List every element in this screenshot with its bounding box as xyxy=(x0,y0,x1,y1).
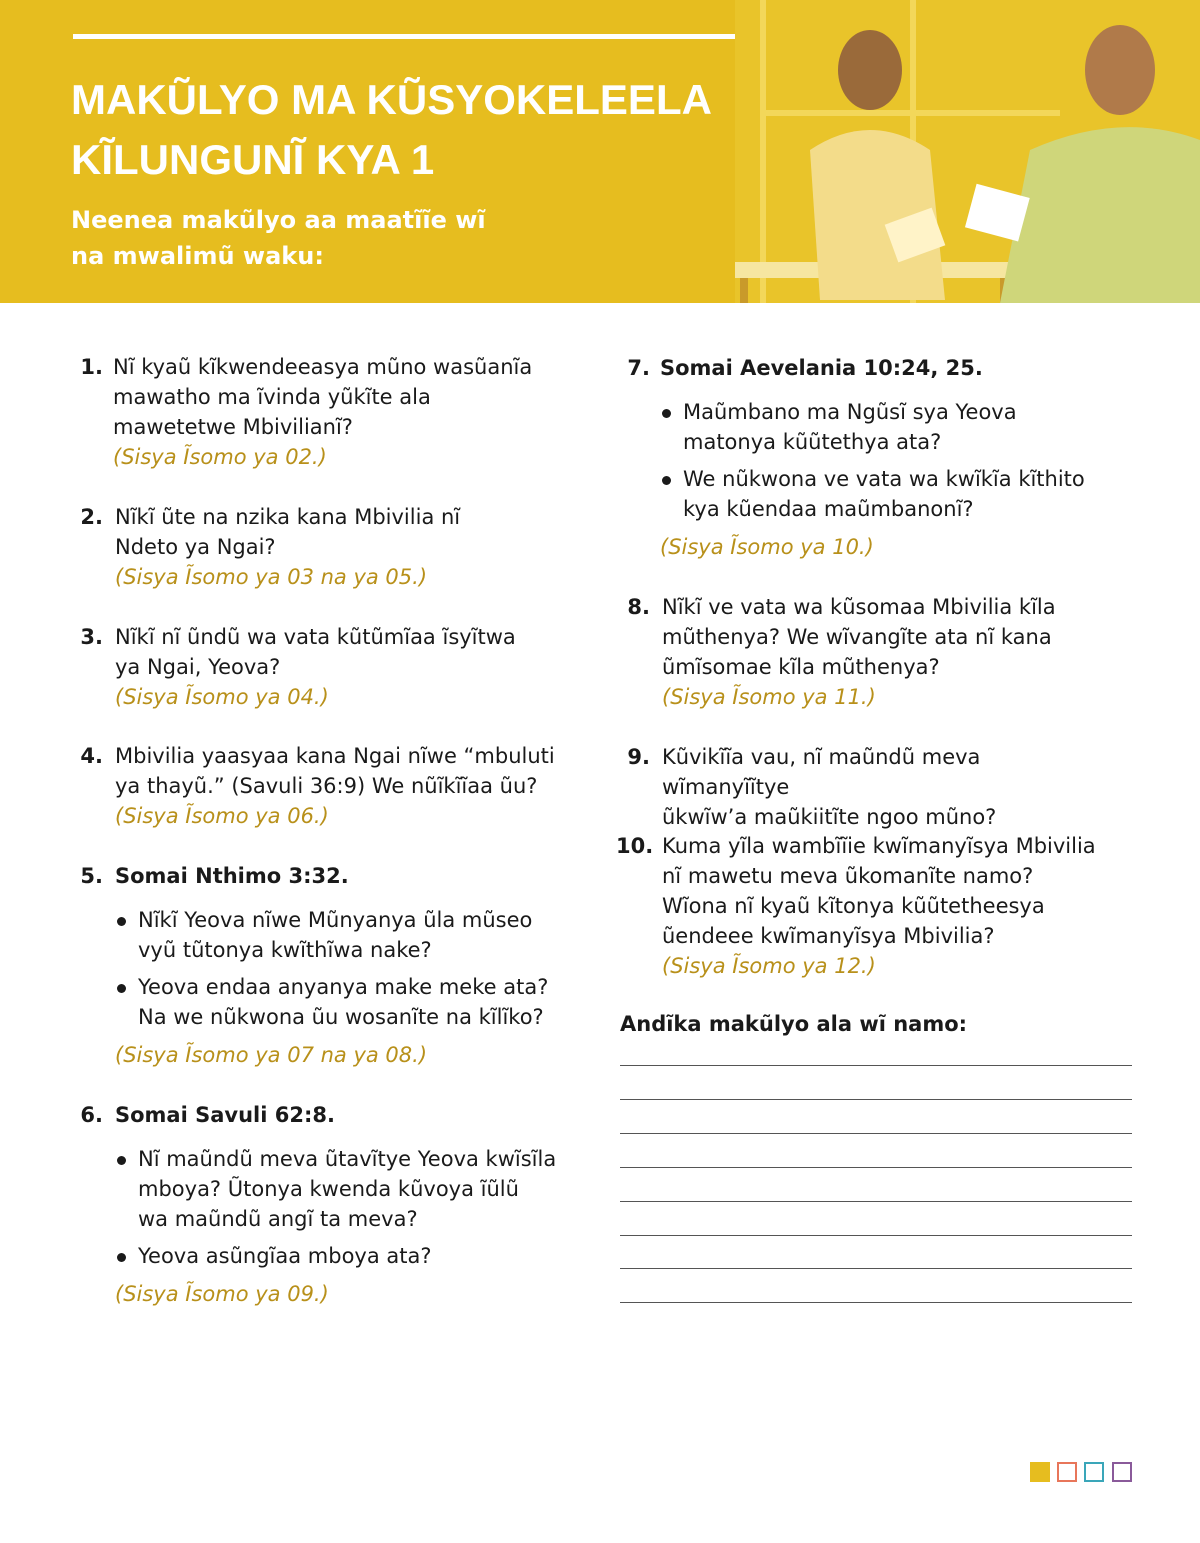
writing-line[interactable] xyxy=(620,1268,1132,1269)
question-10 xyxy=(616,831,1110,981)
question-text: Nĩkĩ ũte na nzika kana Mbivilia nĩ Ndeto ya Ngai? xyxy=(115,505,461,559)
lesson-reference: (Sisya Ĩsomo ya 11.) xyxy=(662,685,876,709)
scripture-reading: Somai Savuli 62:8. xyxy=(115,1103,335,1127)
writing-line[interactable] xyxy=(620,1235,1132,1236)
writing-line[interactable] xyxy=(620,1201,1132,1202)
question-4 xyxy=(80,741,563,831)
lesson-reference: (Sisya Ĩsomo ya 04.) xyxy=(115,685,329,709)
question-number: 6. xyxy=(80,1103,103,1127)
question-text: Kũvikĩĩa vau, nĩ maũndũ meva wĩmanyĩĩtye ũkwĩw’a maũkiitĩte ngoo mũno? xyxy=(662,745,997,829)
lesson-reference: (Sisya Ĩsomo ya 07 na ya 08.) xyxy=(115,1043,428,1067)
question-number: 9. xyxy=(627,745,650,769)
question-5 xyxy=(80,861,563,1070)
bullet-question: Maũmbano ma Ngũsĩ sya Yeova matonya kũũtethya ata? xyxy=(660,397,1110,457)
lesson-reference: (Sisya Ĩsomo ya 09.) xyxy=(115,1282,329,1306)
question-number: 8. xyxy=(627,595,650,619)
lesson-reference: (Sisya Ĩsomo ya 03 na ya 05.) xyxy=(115,565,428,589)
question-text: Nĩ kyaũ kĩkwendeeasya mũno wasũanĩa mawatho ma ĩvinda yũkĩte ala mawetetwe Mbivilianĩ? xyxy=(113,355,533,439)
bullet-question: Nĩkĩ Yeova nĩwe Mũnyanya ũla mũseo vyũ tũtonya kwĩthĩwa nake? xyxy=(115,905,563,965)
question-number: 2. xyxy=(80,505,103,529)
scripture-reading: Somai Aevelania 10:24, 25. xyxy=(660,356,983,380)
bullet-question: We nũkwona ve vata wa kwĩkĩa kĩthito kya kũendaa maũmbanonĩ? xyxy=(660,464,1110,524)
question-9 xyxy=(627,742,1110,832)
question-number: 7. xyxy=(627,356,650,380)
question-7 xyxy=(627,353,1110,562)
question-text: Nĩkĩ nĩ ũndũ wa vata kũtũmĩaa ĩsyĩtwa ya Ngai, Yeova? xyxy=(115,625,516,679)
question-1 xyxy=(80,352,563,472)
header-banner xyxy=(0,0,1200,303)
bullet-question: Yeova endaa anyanya make meke ata? Na we nũkwona ũu wosanĩte na kĩlĩko? xyxy=(115,972,563,1032)
question-text: Kuma yĩla wambĩĩie kwĩmanyĩsya Mbivilia nĩ mawetu meva ũkomanĩte namo? Wĩona nĩ kyaũ kĩtonya kũũtetheesya ũendeee kwĩmanyĩsya Mbivilia? xyxy=(662,834,1096,948)
illustration-two-men-studying xyxy=(735,0,1200,303)
footer-square-purple xyxy=(1112,1462,1132,1482)
question-number: 1. xyxy=(80,355,103,379)
lesson-reference: (Sisya Ĩsomo ya 10.) xyxy=(660,535,874,559)
question-2 xyxy=(80,502,563,592)
question-3 xyxy=(80,622,563,712)
footer-square-orange xyxy=(1057,1462,1077,1482)
writing-line[interactable] xyxy=(620,1099,1132,1100)
writing-line[interactable] xyxy=(620,1133,1132,1134)
writing-line[interactable] xyxy=(620,1167,1132,1168)
scripture-reading: Somai Nthimo 3:32. xyxy=(115,864,349,888)
page-title: MAKŨLYO MA KŨSYOKELEELA KĨLUNGUNĨ KYA 1 xyxy=(71,76,712,183)
question-number: 10. xyxy=(616,834,654,858)
writing-line[interactable] xyxy=(620,1302,1132,1303)
bullet-question: Nĩ maũndũ meva ũtavĩtye Yeova kwĩsĩla mboya? Ũtonya kwenda kũvoya ĩũlũ wa maũndũ angĩ ta meva? xyxy=(115,1144,563,1234)
question-text: Mbivilia yaasyaa kana Ngai nĩwe “mbuluti ya thayũ.” (Savuli 36:9) We nũĩkĩĩaa ũu? xyxy=(115,744,555,798)
footer-square-teal xyxy=(1084,1462,1104,1482)
lesson-reference: (Sisya Ĩsomo ya 02.) xyxy=(113,445,327,469)
question-number: 5. xyxy=(80,864,103,888)
write-questions-label: Andĩka makũlyo ala wĩ namo: xyxy=(620,1012,968,1036)
question-number: 4. xyxy=(80,744,103,768)
question-8 xyxy=(627,592,1110,712)
bullet-question: Yeova asũngĩaa mboya ata? xyxy=(115,1241,563,1271)
footer-square-yellow xyxy=(1030,1462,1050,1482)
lesson-reference: (Sisya Ĩsomo ya 12.) xyxy=(662,954,876,978)
question-6 xyxy=(80,1100,563,1309)
lesson-reference: (Sisya Ĩsomo ya 06.) xyxy=(115,804,329,828)
header-rule xyxy=(73,34,750,39)
question-text: Nĩkĩ ve vata wa kũsomaa Mbivilia kĩla mũthenya? We wĩvangĩte ata nĩ kana ũmĩsomae kĩla mũthenya? xyxy=(662,595,1056,679)
page-subtitle: Neenea makũlyo aa maatĩĩe wĩ na mwalimũ waku: xyxy=(71,206,486,270)
question-number: 3. xyxy=(80,625,103,649)
writing-line[interactable] xyxy=(620,1065,1132,1066)
